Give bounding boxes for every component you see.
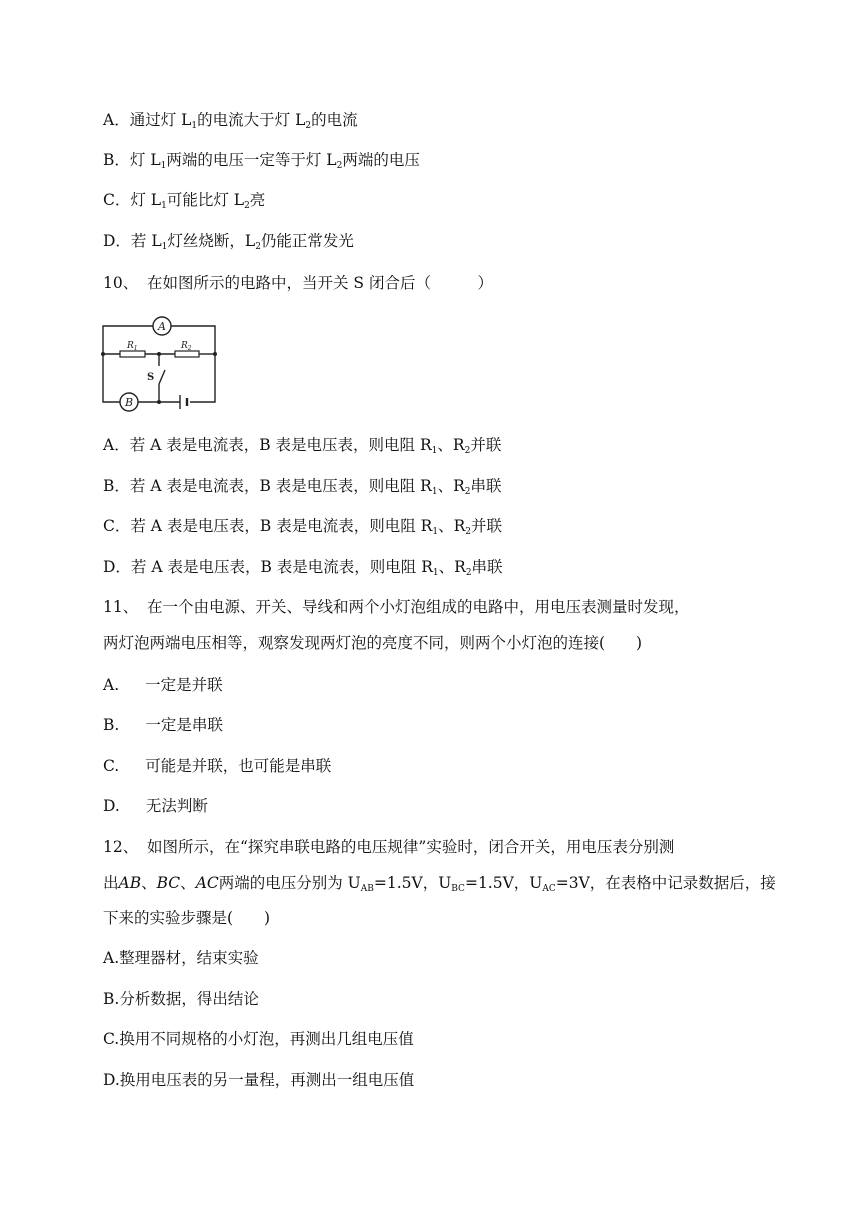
wire-top-right (171, 326, 215, 354)
q11-option-a: A. 一定是并联 (103, 676, 223, 694)
q9-option-d: D．若 $L_1$灯丝烧断，$L_2$仍能正常发光 (103, 232, 354, 252)
switch-label: S (147, 372, 155, 383)
q11-option-c: C. 可能是并联，也可能是串联 (103, 757, 332, 775)
junction-center (157, 352, 161, 356)
q10-option-b: B．若 A 表是电流表，B 表是电压表，则电阻 $R_1$、$R_2$串联 (103, 477, 502, 497)
r2-label: $R_2$ (181, 341, 192, 352)
q11-option-b: B. 一定是串联 (103, 716, 223, 734)
q12-stem-line2: 出AB、BC、AC两端的电压分别为 $U_{AB}=1.5V$，$U_{BC}=1.5V$，$U_{AC}=3V$，在表格中记录数据后，接 (103, 874, 776, 894)
q12-option-c: C.换用不同规格的小灯泡，再测出几组电压值 (103, 1030, 414, 1048)
q11-stem-line2: 两灯泡两端电压相等，观察发现两灯泡的亮度不同，则两个小灯泡的连接( ) (103, 634, 643, 652)
q10-circuit-diagram (95, 312, 225, 412)
junction-left (101, 352, 105, 356)
junction-right (213, 352, 217, 356)
q11-number: 11、 (103, 598, 139, 616)
junction-bottom (157, 400, 161, 404)
q10-number: 10、 (103, 274, 139, 292)
q9-option-c: C．灯 $L_1$可能比灯 $L_2$亮 (103, 191, 266, 211)
q10-option-d: D．若 A 表是电压表，B 表是电流表，则电阻 $R_1$、$R_2$串联 (103, 558, 503, 578)
q12-option-b: B.分析数据，得出结论 (103, 990, 259, 1008)
wire-bottom-right (190, 354, 215, 402)
q9-option-b: B．灯 $L_1$两端的电压一定等于灯 $L_2$两端的电压 (103, 151, 420, 171)
resistor-r1 (120, 351, 145, 357)
q9-option-a: A．通过灯 $L_1$的电流大于灯 $L_2$的电流 (103, 111, 358, 131)
switch-blade (159, 370, 165, 384)
q12-number: 12、 (103, 838, 139, 856)
r1-label: $R_1$ (127, 341, 138, 352)
meter-a-label: A (158, 320, 166, 333)
q12-option-a: A.整理器材，结束实验 (103, 949, 259, 967)
q11-option-d: D. 无法判断 (103, 797, 208, 815)
q12-stem-line3: 下来的实验步骤是( ) (103, 909, 271, 927)
wire-bottom-left (103, 354, 120, 402)
q10-stem: 10、 在如图所示的电路中，当开关 S 闭合后（ ） (103, 274, 493, 292)
q10-option-a: A．若 A 表是电流表，B 表是电压表，则电阻 $R_1$、$R_2$并联 (103, 436, 502, 456)
meter-b-label: B (124, 396, 134, 409)
q12-stem-line1: 12、 如图所示，在“探究串联电路的电压规律”实验时，闭合开关，用电压表分别测 (103, 838, 675, 856)
q12-option-d: D.换用电压表的另一量程，再测出一组电压值 (103, 1071, 415, 1089)
q10-option-c: C．若 A 表是电压表，B 表是电流表，则电阻 $R_1$、$R_2$并联 (103, 517, 502, 537)
q11-stem-line1: 11、 在一个由电源、开关、导线和两个小灯泡组成的电路中，用电压表测量时发现， (103, 598, 690, 616)
